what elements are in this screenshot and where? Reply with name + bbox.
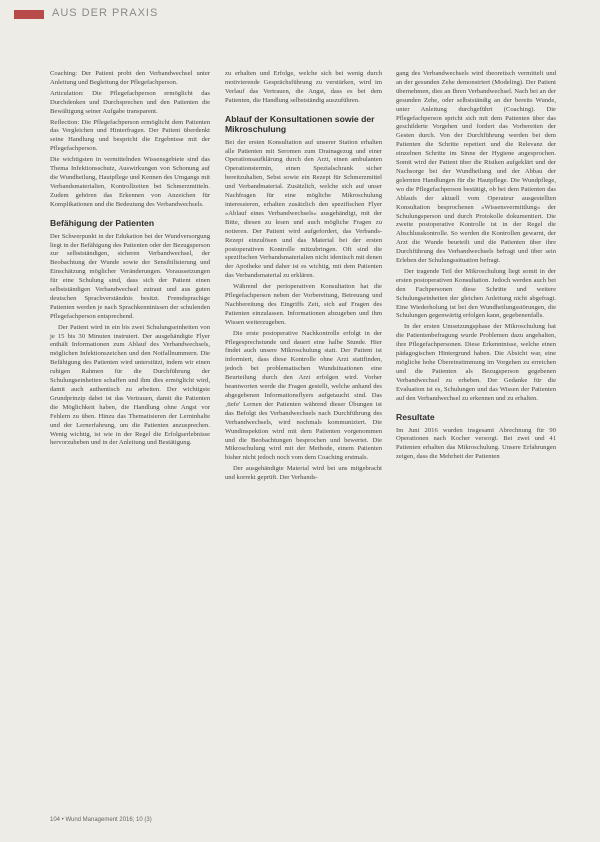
paragraph-continuation: zu erhalten und Erfolge, welche sich bei wenig durch motivierende Gesprächsführung zu verstärken, wird im Verlauf das Vertrauen, die Angst, dass es bei dem Patienten, die Handlung selbstständig auszuführen. [225, 70, 382, 104]
paragraph-instruction: Der Patient wird in ein bis zwei Schulungseinheiten von je 15 bis 30 Minuten instruiert. Der ausgehändigte Flyer enthält Informationen zum Ablauf des Verbandwechsels, möglichen Infektionszeichen und den Notfallnummern. Die Befähigung des Patienten wird unterstützt, indem wir einen ruhigen Rahmen für die Durchführung der Schulungseinheiten schaffen und ihm dies ermöglicht wird, damit auch authentisch zu arbeiten. Der wichtigste Grundprinzip dabei ist das Vertrauen, damit die Patienten die Möglichkeit haben, die Handlung ohne Angst vor Fehlern zu üben. Hinzu das Thematisieren der Lerninhalte und der Lernerfahrung, um die Patienten anzusprechen. Wenig wichtig, ist wie in der Regel die Erfolgserlebnisse hervorzuheben und in der Anleitung und Bestätigung. [50, 323, 210, 447]
paragraph-first-consultation: Bei der ersten Konsultation auf unserer Station erhalten alle Patienten mit Seromen zum Drainagezug und einer Operationsaufklärung durch den Arzt, einen ambulanten Operationstermin, einen Spezialschrank sicher bereitzuhalten, Sebst sowie ein Rezept für Schmerzmittel und Verbandmaterial. Zusätzlich, welche sich auf unser Nachfragen für eine mögliche Mikroschulung interessieren, erhalten zusätzlich den spezifischen Flyer »Ablauf eines Verbandwechsels« ausgehändigt, mit der Bitte, diesen zu lesen und auch mögliche Fragen zu notieren. Der Patient wird aufgefordert, das Verbands-Rezept einzulösen und das Material bei der ersten postoperativen Kontrolle mitzubringen. Oft sind die spezifischen Verbandsmaterialien nicht identisch mit denen der Apotheke und daher ist es wichtig, mit dem Patienten das Verbandsmaterial zu erklären. [225, 138, 382, 280]
section-title: AUS DER PRAXIS [52, 7, 159, 19]
page-footer: 104 • Wund Management 2016; 10 (3) [50, 817, 152, 823]
paragraph-reflection: Reflection: Die Pflegefachperson ermöglicht dem Patienten das Vergleichen und Hinterfragen. Der Patient überdenkt seine Handlung und bespricht die Ergebnisse mit der Pflegefachperson. [50, 118, 210, 153]
paragraph-focus: Der Schwerpunkt in der Edukation bei der Wundversorgung liegt in der Befähigung des Patienten oder der Bezugsperson zur selbstständigen, sicheren Verbandwechsel, der Beobachtung der Wunde sowie der Sensibilisierung und Einschätzung möglicher Veränderungen. Voraussetzungen für eine Schulung sind, dass sich der Patient einen selbstständigen Verbandwechsel zutraut und aus guten deutschen Sprachverständnis besitzt. Fremdsprachige Patienten werden je nach Sprachkenntnissen der schulenden Pflegefachperson entsprechend. [50, 232, 210, 320]
paragraph-main-part: Der tragende Teil der Mikroschulung liegt somit in der ersten postoperativen Konsultation. Jedoch werden auch bei den Fachpersonen diese Schritte und weitere Schulungseinheiten der gleichen Anleitung nicht abgefragt. Eine Wiederholung ist bei den Wundheilungsstörungen, die Schulungen gegenwärtig erfolgen kann, gegebenenfalls. [396, 267, 556, 320]
paragraph-procedure: gang des Verbandwechsels wird theoretisch vermittelt und an der gesunden Zehe demonstriert (Modeling). Der Patient übernehmen, dies an Ihren Verbandwechsel. Nach bei an der gesunden Zehe, oder selbstständig an der bereits Wunde, unter Anleitung durchgeführt (Coaching). Die Pflegefachperson spricht sich mit dem Patienten über das geschilderte Vorgehen und fordert das Vorbereiten der Gesten durch. Von der Durchführung werden bei dem Patienten die Schritte repetiert und die Relevanz der einzelnen Schritte im Sinne der Hygiene angesprochen. Somit wird der Patient über die Risiken aufgeklärt und der Nachsorge bei der Wundheilung und der Abbau der gelernten Handlungen für die Hautpflege. Die Wundpflege, wo die Pflegefachperson bestätigt, ob bei dem Patienten das Ablaufs der aktuell vom Operateur ausgestellten Konsultation besprochenen »Wissensvermittlung« der Schulungsperson und durch Protokolle dokumentiert. Die zweite postoperative Kontrolle ist in der Regel die Abschlusskontrolle. So werden die Kontrollen gewarnt, der Arzt die Wunde beurteilt und die Patienten über ihre Durchführung des Verbandwechsels befragt und über sein Erleben der Schulungssituation befragt. [396, 70, 556, 265]
paragraph-coaching: Coaching: Der Patient probt den Verbandwechsel unter Anleitung und Begleitung der Pflegefachperson. [50, 70, 210, 86]
heading-ablauf: Ablauf der Konsultationen sowie der Mikroschulung [225, 113, 375, 134]
article-column-2 [225, 70, 382, 485]
paragraph-results: Im Juni 2016 wurden insgesamt Abrechnung für 90 Operationen nach Kocher versorgt. Bei zwei und 41 Patienten erhalten das Mikroschulung. Unsere Erfahrungen zeigen, dass die Mehrheit der Patienten [396, 426, 556, 461]
article-column-3 [396, 70, 556, 464]
paragraph-postoperative-control: Die erste postoperative Nachkontrolle erfolgt in der Pflegesprechstunde und dauert eine halbe Stunde. Hier findet auch unsere Mikroschulung statt. Der Patient ist informiert, dass diese Kontrolle ohne Arzt stattfinden, jedoch bei problematischen Wundsituationen eine Beurteilung durch den Arzt erfolgen wird. Vorher beantworten werde die Fragen gestellt, welche anhand des abgegebenen Informationsflyers aufgetaucht sind. Das ‚tiefe' Lernen der Patienten während dieser Übungen ist das Befolgt des Verbandwechsels nach Durchführung des Verbandwechsels, wird nochmals kommuniziert. Die Wundinspektion wird mit dem Patienten vorgenommen und die Beobachtungen besprochen und bewertet. Die Mikroschulung wird mit der Methode, einem Patienten bisher nicht jedoch noch vom dem Coaching erstmals. [225, 329, 382, 462]
article-column-1 [50, 70, 210, 450]
heading-resultate: Resultate [396, 411, 435, 422]
paragraph-material: Der ausgehändigte Material wird bei uns mitgebracht und korrekt geprüft. Der Verbands- [225, 465, 382, 482]
section-color-bar [14, 10, 44, 19]
heading-befaehigung: Befähigung der Patienten [50, 217, 155, 228]
paragraph-implementation: In der ersten Umsetzungsphase der Mikroschulung hat die Patientenbefragung wurde Problemen dazu angehalten, ihre Pflegefachpersonen. Diese Erkenntnisse, welche einen pädagogischen Hintergrund haben. Die Absicht war, eine mögliche hohe Übereinstimmung im Vorgehen zu erreichen und die Patienten als Bezugsperson gegebenen Verbandwechsel zu erheben. Der Gedanke für die Evaluation ist es, Schulungen und das Wissen der Patienten auf den Verbandwechsel zu erkennen und zu erhalten. [396, 323, 556, 402]
paragraph-knowledge-areas: Die wichtigsten in vermittelnden Wissensgebiete sind das Thema Infektionsschutz, Auswirkungen von Schonung auf die Wundheilung, Hautpflege und Kennen des Umgangs mit Verbandsmaterialien, Kontrollzeiten bei Schmerzmitteln. Zudem gehören das Erkennen von Anzeichen für Komplikationen und die Bedeutung des Verbandwechsels. [50, 156, 210, 208]
paragraph-articulation: Articulation: Die Pflegefachperson ermöglicht das Durchdenken und Durchsprechen und den Patienten die Bewältigung seiner Aufgabe transparent. [50, 89, 210, 115]
paragraph-perioperative: Während der perioperativen Konsultation hat die Pflegefachperson neben der Vorbereitung, Betreuung und Nachbereitung des Eingriffs Zeit, sich auf Fragen des Patienten einzulassen. Informationen abzugeben und ihm Wissen weiterzugeben. [225, 283, 382, 326]
